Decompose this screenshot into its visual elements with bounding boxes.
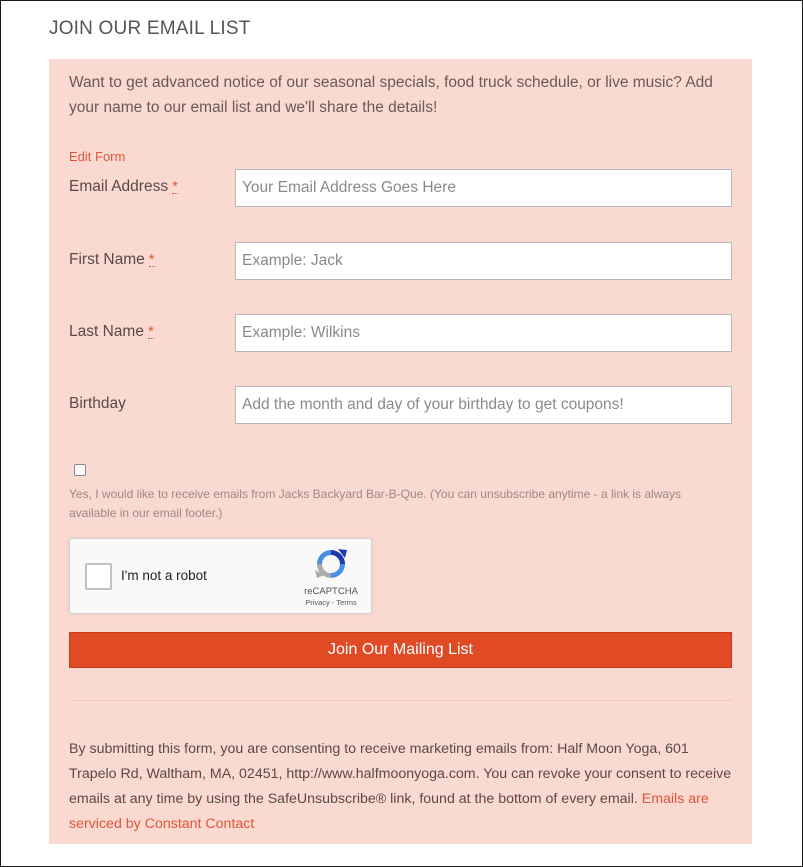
recaptcha-privacy-terms-links[interactable]: Privacy - Terms <box>305 598 357 607</box>
signup-form-panel <box>49 59 752 844</box>
consent-checkbox[interactable] <box>74 464 86 476</box>
legal-disclaimer: By submitting this form, you are consenting to receive marketing emails from: Half Moon Yoga, 601 Trapelo Rd, Waltham, MA, 02451, http://www.halfmoonyoga.com. You can revoke your consent to receive emails at any time by using the SafeUnsubscribe® link, found at the bottom of every email. Emails are serviced by Constant Contact <box>69 741 732 832</box>
birthday-row <box>69 386 732 424</box>
recaptcha-logo-icon <box>314 547 348 581</box>
section-title: JOIN OUR EMAIL LIST <box>49 18 251 39</box>
recaptcha-label: I'm not a robot <box>121 568 207 583</box>
recaptcha-widget <box>69 538 372 614</box>
birthday-input[interactable] <box>235 386 732 424</box>
edit-form-link[interactable]: Edit Form <box>69 149 126 164</box>
divider <box>69 700 732 701</box>
first-name-label: First Name * <box>69 251 155 268</box>
email-input[interactable] <box>235 169 732 207</box>
birthday-label: Birthday <box>69 395 126 412</box>
first-name-input[interactable] <box>235 242 732 280</box>
required-marker: * <box>148 251 155 268</box>
required-marker: * <box>172 178 178 195</box>
recaptcha-brand: reCAPTCHA <box>304 586 358 597</box>
required-marker: * <box>147 323 154 340</box>
consent-text: Yes, I would like to receive emails from Jacks Backyard Bar-B-Que. (You can unsubscribe anytime - a link is always available in our email footer.) <box>69 487 682 520</box>
join-mailing-list-button[interactable]: Join Our Mailing List <box>69 632 732 668</box>
email-label: Email Address * <box>69 178 178 195</box>
last-name-label: Last Name * <box>69 323 154 340</box>
first-name-row <box>69 242 732 280</box>
last-name-input[interactable] <box>235 314 732 352</box>
recaptcha-checkbox[interactable] <box>85 563 112 590</box>
email-row <box>69 169 732 207</box>
constant-contact-link[interactable]: Emails are serviced by Constant Contact <box>69 791 709 832</box>
form-intro: Want to get advanced notice of our seasonal specials, food truck schedule, or live music? Add your name to our email list and we'll share the details! <box>69 74 713 116</box>
last-name-row <box>69 314 732 352</box>
